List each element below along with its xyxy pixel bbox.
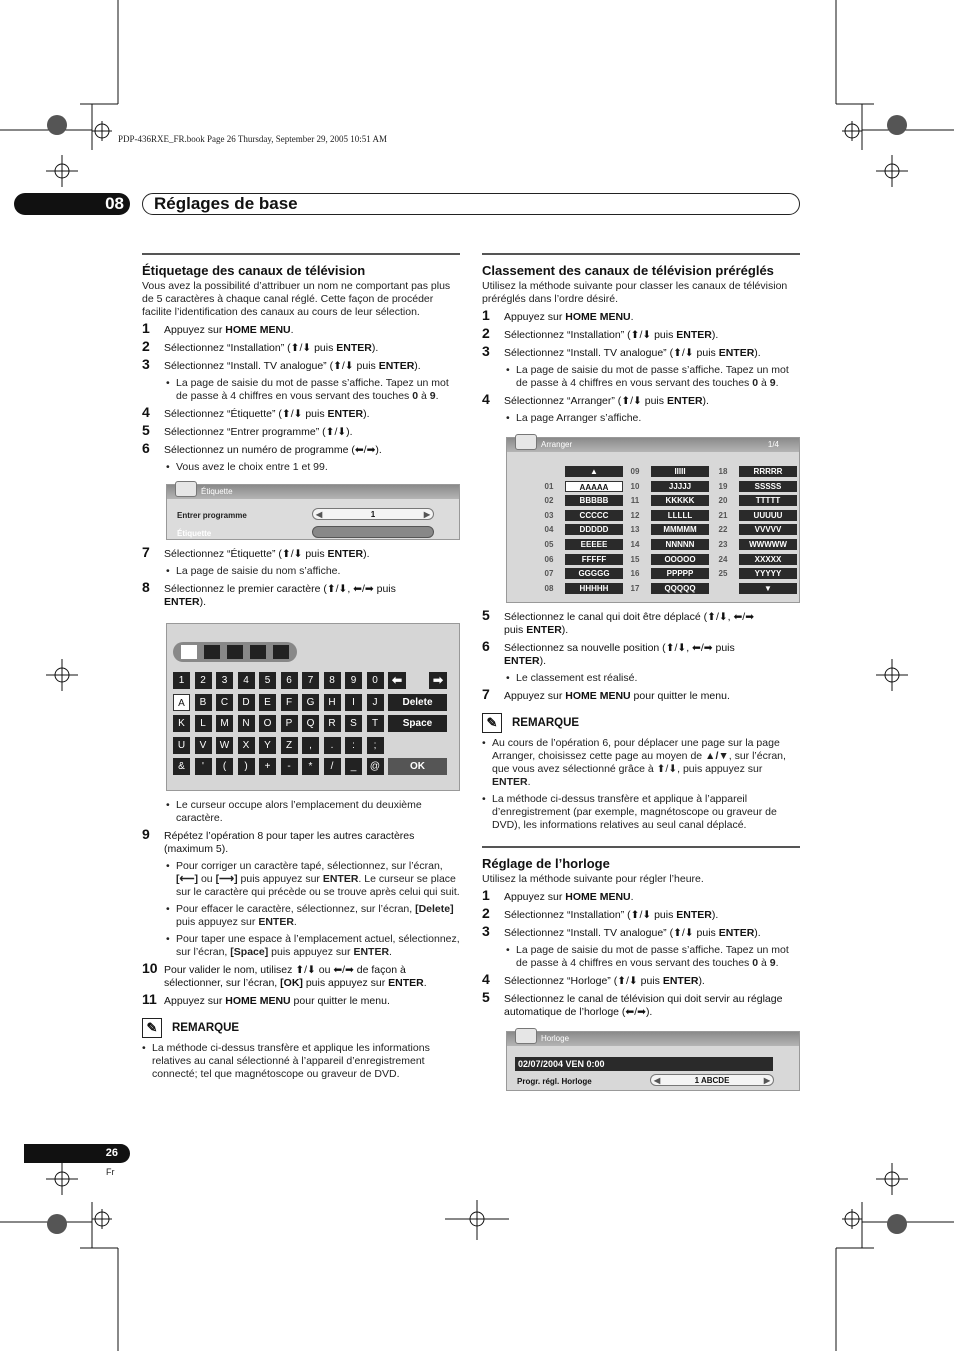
key-button[interactable]: N xyxy=(238,715,255,732)
key-button[interactable]: T xyxy=(367,715,384,732)
right-column xyxy=(482,253,800,1099)
space-button[interactable]: Space xyxy=(388,715,447,732)
pencil-icon: ✎ xyxy=(482,713,502,733)
arranger-channel-number: 08 xyxy=(544,583,554,593)
osd-title: Arranger 1/4 xyxy=(507,438,799,452)
step-5: 5 Sélectionnez “Entrer programme” (⬆/⬇). xyxy=(142,422,353,438)
char-slot xyxy=(227,645,243,659)
arranger-channel-cell[interactable]: PPPPP xyxy=(651,568,709,579)
char-slot xyxy=(273,645,289,659)
remark-heading: ✎ REMARQUE xyxy=(142,1018,460,1038)
osd-row-label: Entrer programme xyxy=(177,511,247,520)
step-8-note: • Le curseur occupe alors l’emplacement du deuxième caractère. xyxy=(166,799,422,824)
arranger-channel-cell[interactable]: QQQQQ xyxy=(651,583,709,594)
step-9-note-3: • Pour taper une espace à l’emplacement actuel, sélectionnez, sur l’écran, [Space] puis appuyez sur ENTER. xyxy=(166,933,460,958)
key-button[interactable]: K xyxy=(173,715,190,732)
key-button[interactable]: V xyxy=(195,737,212,754)
label-field[interactable] xyxy=(312,526,434,538)
arranger-channel-number: 19 xyxy=(718,481,728,491)
key-button[interactable]: Q xyxy=(302,715,319,732)
step-11: 11 Appuyez sur HOME MENU pour quitter le menu. xyxy=(142,991,390,1007)
step-4: 4 Sélectionnez “Arranger” (⬆/⬇ puis ENTER). xyxy=(482,391,709,407)
key-button[interactable]: F xyxy=(281,694,298,711)
key-button[interactable]: 9 xyxy=(345,672,362,689)
clock-step-2: 2 Sélectionnez “Installation” (⬆/⬇ puis ENTER). xyxy=(482,905,719,921)
key-button[interactable]: A xyxy=(173,694,190,711)
key-button[interactable]: ) xyxy=(238,758,255,775)
step-6-note: • Vous avez le choix entre 1 et 99. xyxy=(166,461,328,473)
section-rule xyxy=(482,253,800,255)
intro-text: Utilisez la méthode suivante pour régler l’heure. xyxy=(482,873,704,885)
arranger-channel-number: 12 xyxy=(630,510,640,520)
key-button[interactable]: + xyxy=(259,758,276,775)
arranger-channel-cell[interactable]: TTTTT xyxy=(739,495,797,506)
pencil-icon: ✎ xyxy=(142,1018,162,1038)
arranger-channel-number: 25 xyxy=(718,569,728,579)
step-6: 6 Sélectionnez un numéro de programme (⬅/➡). xyxy=(142,440,382,456)
key-button[interactable]: Z xyxy=(281,737,298,754)
clock-step-4: 4 Sélectionnez “Horloge” (⬆/⬇ puis ENTER). xyxy=(482,971,705,987)
arranger-channel-cell[interactable]: UUUUU xyxy=(739,510,797,521)
key-button[interactable]: 3 xyxy=(216,672,233,689)
step-3: 3 Sélectionnez “Install. TV analogue” (⬆/⬇ puis ENTER). xyxy=(482,343,761,359)
arranger-channel-cell[interactable]: VVVVV xyxy=(739,524,797,535)
arranger-channel-number: 18 xyxy=(718,467,728,476)
step-6-note: • Le classement est réalisé. xyxy=(506,672,638,684)
key-button[interactable]: S xyxy=(345,715,362,732)
osd-row-label: Progr. régl. Horloge xyxy=(517,1077,592,1086)
key-button[interactable]: D xyxy=(238,694,255,711)
key-button[interactable]: H xyxy=(324,694,341,711)
char-slot xyxy=(250,645,266,659)
cursor-left-button[interactable]: ⬅ xyxy=(388,672,406,689)
arranger-channel-cell[interactable]: GGGGG xyxy=(565,568,623,579)
step-7-note: • La page de saisie du nom s’affiche. xyxy=(166,565,341,577)
key-button[interactable]: , xyxy=(302,737,319,754)
step-10: 10 Pour valider le nom, utilisez ⬆/⬇ ou ⬅/➡ de façon à sélectionner, sur l’écran, [OK] puis appuyez sur ENTER. xyxy=(142,960,427,989)
step-2: 2 Sélectionnez “Installation” (⬆/⬇ puis ENTER). xyxy=(142,338,379,354)
arranger-channel-number: 22 xyxy=(718,525,728,535)
section-heading: Classement des canaux de télévision préréglés xyxy=(482,263,774,278)
step-2: 2 Sélectionnez “Installation” (⬆/⬇ puis ENTER). xyxy=(482,325,719,341)
tv-menu-icon xyxy=(515,1028,537,1044)
arranger-channel-number: 23 xyxy=(718,540,728,549)
step-9-note-1: • Pour corriger un caractère tapé, sélectionnez, sur l’écran, [⟵] ou [⟶] puis appuyez sur ENTER. Le curseur se place sur le caractère qui précède ou se trouve après celui qui suit. xyxy=(166,860,460,898)
arranger-channel-cell[interactable]: HHHHH xyxy=(565,583,623,594)
key-button[interactable]: R xyxy=(324,715,341,732)
arranger-channel-number: 06 xyxy=(544,554,554,564)
right-arrow-icon: ▶ xyxy=(763,1076,770,1085)
tv-menu-icon xyxy=(515,434,537,450)
cursor-right-button[interactable]: ➡ xyxy=(429,672,447,689)
section-rule xyxy=(142,253,460,255)
arranger-channel-cell[interactable]: SSSSS xyxy=(739,481,797,492)
step-4: 4 Sélectionnez “Étiquette” (⬆/⬇ puis ENTER). xyxy=(142,404,370,420)
key-button[interactable]: E xyxy=(259,694,276,711)
step-9: 9 Répétez l’opération 8 pour taper les autres caractères (maximum 5). xyxy=(142,826,415,855)
key-button[interactable]: 6 xyxy=(281,672,298,689)
arranger-channel-number: 01 xyxy=(544,481,554,491)
key-button[interactable]: 1 xyxy=(173,672,190,689)
arranger-channel-number: 02 xyxy=(544,496,554,506)
key-button[interactable]: ' xyxy=(195,758,212,775)
key-button[interactable]: & xyxy=(173,758,190,775)
arranger-channel-cell[interactable]: DDDDD xyxy=(565,524,623,535)
arranger-channel-number: 16 xyxy=(630,569,640,579)
key-button[interactable]: / xyxy=(324,758,341,775)
key-button[interactable]: @ xyxy=(367,758,384,775)
key-button[interactable]: L xyxy=(195,715,212,732)
chapter-title: Réglages de base xyxy=(154,194,298,213)
key-button[interactable]: ( xyxy=(216,758,233,775)
step-7: 7 Sélectionnez “Étiquette” (⬆/⬇ puis ENTER). xyxy=(142,544,370,560)
key-button[interactable]: 7 xyxy=(302,672,319,689)
step-4-note: • La page Arranger s’affiche. xyxy=(506,412,642,424)
key-button[interactable]: I xyxy=(345,694,362,711)
arranger-channel-cell[interactable]: ▼ xyxy=(739,583,797,594)
arranger-channel-number: 15 xyxy=(630,554,640,564)
left-column xyxy=(142,253,460,1081)
section-rule xyxy=(482,846,800,848)
remark-note-2: • La méthode ci-dessus transfère et applique à l’appareil d’enregistrement (par exemple, magnétoscope ou graveur de DVD), les informations relatives au seul canal déplacé. xyxy=(482,793,777,831)
key-button[interactable]: C xyxy=(216,694,233,711)
arranger-channel-cell[interactable]: WWWWW xyxy=(739,539,797,550)
step-9-note-2: • Pour effacer le caractère, sélectionnez, sur l’écran, [Delete] puis appuyez sur ENTER. xyxy=(166,903,454,928)
key-button[interactable]: P xyxy=(281,715,298,732)
arranger-channel-number: 20 xyxy=(718,496,728,506)
key-button[interactable]: G xyxy=(302,694,319,711)
char-slot-active xyxy=(181,645,197,659)
arranger-channel-number: 13 xyxy=(630,525,640,535)
arranger-channel-cell[interactable]: KKKKK xyxy=(651,495,709,506)
arranger-channel-number: 03 xyxy=(544,510,554,520)
tv-menu-icon xyxy=(175,481,197,497)
arranger-channel-number: 04 xyxy=(544,525,554,535)
step-7: 7 Appuyez sur HOME MENU pour quitter le menu. xyxy=(482,686,730,702)
key-button[interactable]: 8 xyxy=(324,672,341,689)
osd-etiquette xyxy=(166,484,460,540)
osd-arranger xyxy=(506,437,800,603)
arranger-channel-cell[interactable]: CCCCC xyxy=(565,510,623,521)
key-button[interactable]: J xyxy=(367,694,384,711)
section-heading: Étiquetage des canaux de télévision xyxy=(142,263,366,278)
key-button[interactable]: 4 xyxy=(238,672,255,689)
section-heading: Réglage de l’horloge xyxy=(482,856,610,871)
osd-keyboard xyxy=(166,623,460,791)
arranger-channel-number: 21 xyxy=(718,510,728,520)
arranger-channel-cell[interactable]: RRRRR xyxy=(739,466,797,477)
step-3: 3 Sélectionnez “Install. TV analogue” (⬆/⬇ puis ENTER). xyxy=(142,356,421,372)
clock-step-1: 1 Appuyez sur HOME MENU. xyxy=(482,887,634,903)
arranger-channel-cell[interactable]: IIIII xyxy=(651,466,709,477)
step-3-note: • La page de saisie du mot de passe s’affiche. Tapez un mot de passe à 4 chiffres en vous servant des touches 0 à 9. xyxy=(166,377,449,402)
arranger-channel-cell[interactable]: FFFFF xyxy=(565,554,623,565)
arranger-channel-number: 24 xyxy=(718,554,728,564)
key-button[interactable]: W xyxy=(216,737,233,754)
key-button[interactable]: 2 xyxy=(195,672,212,689)
intro-text: Vous avez la possibilité d’attribuer un nom ne comportant pas plus de 5 caractères à chaque canal réglé. Cette façon de procéder facilite l’identification des canaux au cours de leur sélection. xyxy=(142,280,451,318)
char-slot xyxy=(204,645,220,659)
arranger-channel-cell[interactable]: MMMMM xyxy=(651,524,709,535)
key-button[interactable]: Y xyxy=(259,737,276,754)
key-button[interactable]: . xyxy=(324,737,341,754)
clock-step-3: 3 Sélectionnez “Install. TV analogue” (⬆/⬇ puis ENTER). xyxy=(482,923,761,939)
remark-note: • La méthode ci-dessus transfère et applique les informations relatives au canal sélectionné à l’appareil d’enregistrement connecté; tel que magnétoscope ou graveur de DVD. xyxy=(142,1042,430,1080)
clock-display: 02/07/2004 VEN 0:00 xyxy=(515,1057,773,1071)
key-button[interactable]: U xyxy=(173,737,190,754)
arranger-channel-cell[interactable]: ▲ xyxy=(565,466,623,477)
arranger-channel-cell[interactable]: OOOOO xyxy=(651,554,709,565)
program-selector[interactable]: ◀ 1 ▶ xyxy=(312,508,434,520)
arranger-channel-cell[interactable]: NNNNN xyxy=(651,539,709,550)
arranger-channel-number: 07 xyxy=(544,569,554,579)
clock-channel-selector[interactable]: ◀ 1 ABCDE ▶ xyxy=(650,1074,774,1086)
left-arrow-icon: ◀ xyxy=(654,1076,661,1085)
arranger-channel-number: 05 xyxy=(544,540,554,549)
arranger-channel-cell[interactable]: XXXXX xyxy=(739,554,797,565)
arranger-channel-number: 09 xyxy=(630,467,640,476)
arranger-channel-cell[interactable]: BBBBB xyxy=(565,495,623,506)
osd-title: Horloge xyxy=(507,1032,799,1046)
right-arrow-icon: ▶ xyxy=(423,510,430,519)
key-button[interactable]: X xyxy=(238,737,255,754)
key-button[interactable]: 0 xyxy=(367,672,384,689)
arranger-channel-cell[interactable]: JJJJJ xyxy=(651,481,709,492)
chapter-number: 08 xyxy=(14,193,130,215)
key-button[interactable]: _ xyxy=(345,758,362,775)
key-button[interactable]: - xyxy=(281,758,298,775)
osd-title: Étiquette xyxy=(167,485,459,499)
ok-button[interactable]: OK xyxy=(388,758,447,775)
key-button[interactable]: O xyxy=(259,715,276,732)
key-button[interactable]: B xyxy=(195,694,212,711)
step-1: 1 Appuyez sur HOME MENU. xyxy=(142,320,294,336)
key-button[interactable]: : xyxy=(345,737,362,754)
arranger-channel-number: 14 xyxy=(630,540,640,549)
key-button[interactable]: 5 xyxy=(259,672,276,689)
intro-text: Utilisez la méthode suivante pour classer les canaux de télévision préréglés dans l’ordre désiré. xyxy=(482,280,788,305)
clock-step-3-note: • La page de saisie du mot de passe s’affiche. Tapez un mot de passe à 4 chiffres en vous servant des touches 0 à 9. xyxy=(506,944,789,969)
remark-note-1: • Au cours de l’opération 6, pour déplacer une page sur la page Arranger, choisissez cette page au moyen de ▲/▼, sur l’écran, que vous avez sélectionné grâce à ⬆/⬇, puis appuyez sur ENTER. xyxy=(482,737,786,788)
language-code: Fr xyxy=(106,1167,115,1177)
arranger-channel-number: 10 xyxy=(630,481,640,491)
remark-heading: ✎ REMARQUE xyxy=(482,713,800,733)
key-button[interactable]: * xyxy=(302,758,319,775)
page-indicator: 1/4 xyxy=(767,440,779,449)
clock-step-5: 5 Sélectionnez le canal de télévision qui doit servir au réglage automatique de l’horloge (⬅/➡). xyxy=(482,989,783,1018)
step-5: 5 Sélectionnez le canal qui doit être déplacé (⬆/⬇, ⬅/➡ puis ENTER). xyxy=(482,607,755,636)
left-arrow-icon: ◀ xyxy=(316,510,323,519)
print-header: PDP-436RXE_FR.book Page 26 Thursday, September 29, 2005 10:51 AM xyxy=(118,134,387,144)
arranger-channel-cell[interactable]: LLLLL xyxy=(651,510,709,521)
osd-horloge xyxy=(506,1031,800,1091)
page-number-tab: 26 xyxy=(24,1144,130,1163)
arranger-channel-cell[interactable]: YYYYY xyxy=(739,568,797,579)
step-1: 1 Appuyez sur HOME MENU. xyxy=(482,307,634,323)
arranger-channel-cell[interactable]: AAAAA xyxy=(565,481,623,492)
arranger-channel-number: 11 xyxy=(630,496,640,506)
delete-button[interactable]: Delete xyxy=(388,694,447,711)
key-button[interactable]: M xyxy=(216,715,233,732)
arranger-channel-number: 17 xyxy=(630,583,640,593)
osd-row-label: Étiquette xyxy=(177,529,212,538)
arranger-channel-cell[interactable]: EEEEE xyxy=(565,539,623,550)
step-6: 6 Sélectionnez sa nouvelle position (⬆/⬇, ⬅/➡ puis ENTER). xyxy=(482,638,735,667)
step-8: 8 Sélectionnez le premier caractère (⬆/⬇, ⬅/➡ puis ENTER). xyxy=(142,579,396,608)
step-3-note: • La page de saisie du mot de passe s’affiche. Tapez un mot de passe à 4 chiffres en vous servant des touches 0 à 9. xyxy=(506,364,789,389)
key-button[interactable]: ; xyxy=(367,737,384,754)
